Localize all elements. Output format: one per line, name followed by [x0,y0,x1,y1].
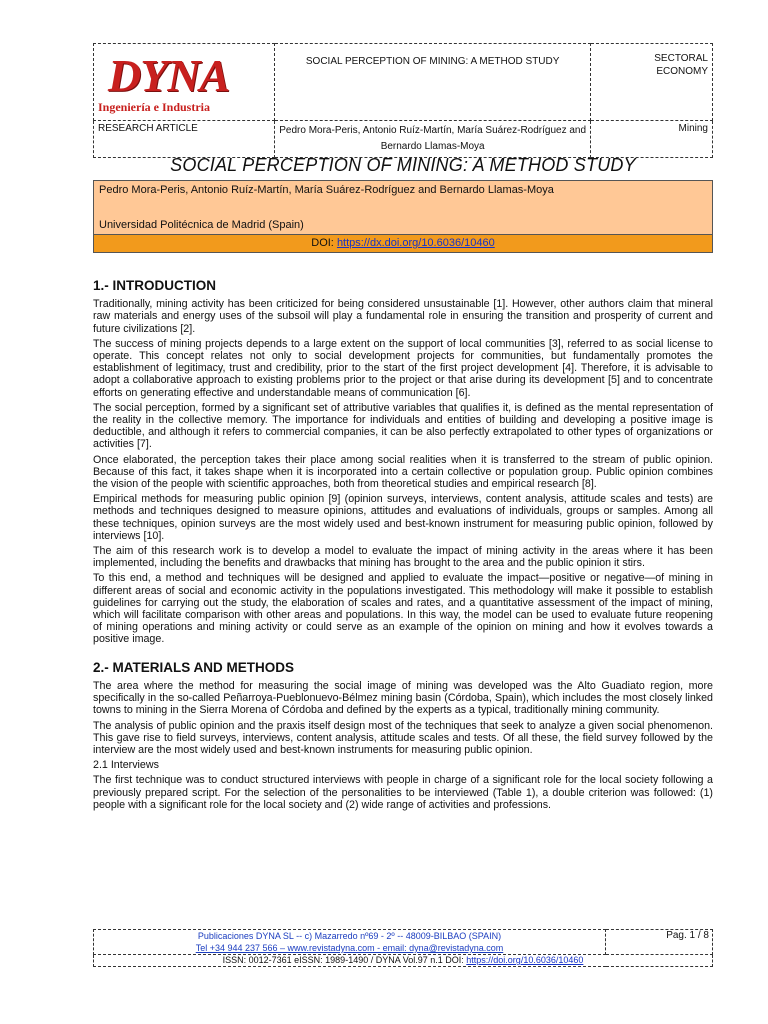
doi-label: DOI: [311,237,334,249]
publisher-info [94,930,606,955]
page-number: Pag. 1 / 8 [606,930,713,955]
publisher-contact[interactable]: Tel +34 944 237 566 – www.revistadyna.com - email: dyna@revistadyna.com [195,943,504,953]
article-title: SOCIAL PERCEPTION OF MINING: A METHOD STUDY [170,155,636,175]
section-heading-introduction: 1.- INTRODUCTION [93,278,216,293]
article-body [93,280,713,814]
paragraph: Traditionally, mining activity has been criticized for being considered unsustainable [1]. However, other authors claim that mineral raw materials and energy uses of the subsoil will play a fundamental role in ensuring the transition and prosperity of current and future civilizations [2]. [93,298,713,335]
logo-cell [94,44,275,121]
paragraph: The success of mining projects depends to a large extent on the support of local communities [3], referred to as social license to operate. This concept relates not only to social development projects for communities, but fundamentally promotes the establishment of legitimacy, trust and credibility, prior to the start of the first project development [4]. Therefore, it is advisable to adopt a collaborative approach to existing problems prior to the project or that arise during its development [5] and to concentrate efforts on generating effective and understandable means of communication [6]. [93,337,713,399]
logo-subtitle: Ingeniería e Industria [98,100,211,114]
section-heading-methods: 2.- MATERIALS AND METHODS [93,659,294,675]
footer-table [93,929,713,967]
paragraph: The analysis of public opinion and the praxis itself design most of the techniques that seek to analyze a given social phenomenon. This gave rise to field surveys, interviews, content analysis, attitude scales and tests. Of all these, the field survey followed by the interview are the most widely used and best-known instruments for measuring public opinion. [93,719,713,756]
paragraph: Empirical methods for measuring public opinion [9] (opinion surveys, interviews, content analysis, attitude scales and tests) are methods and techniques designed to measure opinions, attitudes and evaluations of individuals, groups or samples. Among all these techniques, opinion surveys are the most widely used and best-known instrument for measuring public opinion, followed by interviews [10]. [93,493,713,542]
publisher-address: Publicaciones DYNA SL -- c) Mazarredo nº69 - 2º -- 48009-BILBAO (SPAIN) [197,931,502,941]
author-box [93,180,713,236]
logo-wordmark: DYNA [108,50,230,101]
paragraph: To this end, a method and techniques will be designed and applied to evaluate the impact—positive or negative—of mining in different areas of social and economic activity in the populations investigated. This methodology will make it possible to establish guidelines for carrying out the study, the elaboration of scales and rates, and a quantitative assessment of the impact of mining, which will facilitate comparison with other areas and populations. In this way, the model can be used to evaluate future reopening of mining operations and mining activity or could serve as an example of the opinion on mining and how it evolves towards a positive image. [93,572,713,646]
footer-doi-link[interactable]: https://doi.org/10.6036/10460 [466,955,584,965]
paragraph: The social perception, formed by a significant set of attributive variables that qualifies it, is defined as the mental representation of the reality in the collective memory. The importance for individuals and entities of building and developing a positive image is deductible, and although it refers to commercial companies, it can be also perfectly extrapolated to other types of organizations or activities [7]. [93,401,713,451]
issn-line [94,955,713,967]
running-title: SOCIAL PERCEPTION OF MINING: A METHOD STUDY [305,56,560,67]
paragraph: Once elaborated, the perception takes their place among social realities when it is transferred to the stream of public opinion. Because of this fact, it takes shape when it is incorporated into a certain collective or population group. Public opinion combines the vision of the people with scientific approaches, both from theoretical studies and empirical research [8]. [93,453,713,491]
paragraph: The first technique was to conduct structured interviews with people in charge of a significant role for the local society following a previously prepared script. For the selection of the personalities to be interviewed (Table 1), a double criterion was followed: (1) people with a significant role for the local society and (2) wide range of activities and professions. [93,774,713,811]
article-type: RESEARCH ARTICLE [94,121,275,158]
affiliation: Universidad Politécnica de Madrid (Spain) [99,219,304,231]
keyword-label: Mining [591,121,713,158]
sector-label: SECTORAL ECONOMY [654,53,708,77]
paragraph: The area where the method for measuring the social image of mining was developed was the Alto Guadiato region, more specifically in the so-called Peñarroya-Pueblonuevo-Bélmez mining basin (Córdoba, Spain), which includes the most closely linked towns to mining in the Sierra Morena of Córdoba and defined by the experts as a typical, traditionally mining community. [93,679,713,717]
issn-text: ISSN: 0012-7361 eISSN: 1989-1490 / DYNA Vol.97 n.1 DOI: [222,955,464,965]
header-table [93,43,713,158]
dyna-logo [98,46,270,118]
running-authors: Pedro Mora-Peris, Antonio Ruíz-Martín, María Suárez-Rodríguez and Bernardo Llamas-Moya [275,121,591,158]
running-title-cell [275,44,591,121]
paragraph: The aim of this research work is to develop a model to evaluate the impact of mining activity in the areas where it has been implemented, including the benefits and drawbacks that mining has brought to the area and the public opinion it stirs. [93,545,713,570]
doi-bar [93,234,713,253]
sector-cell [591,44,713,121]
subsection-heading: 2.1 Interviews [93,759,159,772]
doi-link[interactable]: https://dx.doi.org/10.6036/10460 [336,237,495,249]
author-list: Pedro Mora-Peris, Antonio Ruíz-Martín, María Suárez-Rodríguez and Bernardo Llamas-Moya [99,184,554,196]
